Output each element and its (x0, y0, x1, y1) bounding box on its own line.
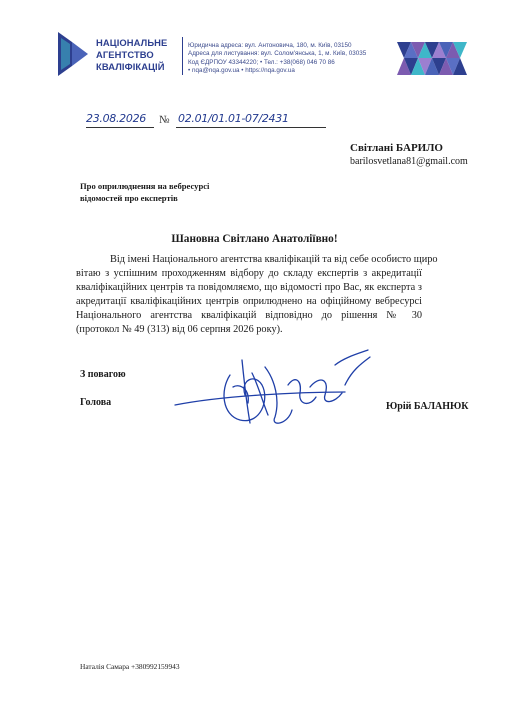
registration-number: 02.01/01.01-07/2431 (178, 112, 289, 125)
contact-details (188, 42, 366, 76)
registration-line (86, 108, 326, 132)
date-underline (86, 127, 154, 128)
body-line: Від імені Національного агентства кваліфікацій та від себе особисто щиро (110, 254, 438, 265)
letter-subject (80, 181, 209, 204)
org-name-line: НАЦІОНАЛЬНЕ (96, 37, 168, 48)
closing-phrase: З повагою (80, 369, 126, 380)
agency-logo-icon (58, 32, 92, 76)
body-line: акредитації кваліфікаційних центрів оприлюднено на офіційному вебресурсі (76, 296, 422, 307)
body-line: (протокол № 49 (313) від 06 серпня 2026 року). (76, 324, 283, 335)
mailing-address: Адреса для листування: вул. Солом'янська, 1, м. Київ, 03035 (188, 50, 367, 58)
subject-line: Про оприлюднення на вебресурсі (80, 181, 210, 191)
handwritten-signature (170, 345, 375, 430)
body-line: Національного агентства кваліфікацій відповідно до рішення № 30 (76, 310, 422, 321)
body-line: кваліфікаційних центрів та повідомляємо, що відомості про Вас, як експерта з (76, 282, 422, 293)
number-underline (176, 127, 326, 128)
registration-date: 23.08.2026 (86, 112, 146, 125)
org-name-line: АГЕНТСТВО (96, 49, 154, 60)
letter-body (76, 253, 438, 337)
number-sign: № (159, 114, 170, 126)
organization-name (96, 37, 167, 73)
registry-code-phone: Код ЄДРПОУ 43344220; • Тел.: +38(068) 046 70 86 (188, 58, 335, 66)
legal-address: Юридична адреса: вул. Антоновича, 180, м. Київ, 03150 (188, 42, 352, 49)
triangle-pattern-logo-icon (397, 42, 467, 75)
recipient-name: Світлані БАРИЛО (350, 142, 443, 154)
subject-line: відомостей про експертів (80, 192, 178, 203)
email-website: • nqa@nqa.gov.ua • https://nqa.gov.ua (188, 67, 295, 75)
signer-name: Юрій БАЛАНЮК (386, 401, 469, 412)
signer-position: Голова (80, 397, 112, 408)
salutation: Шановна Світлано Анатоліївно! (171, 233, 338, 245)
body-line: вітаю з успішним проходженням відбору до складу експертів з акредитації (76, 268, 422, 279)
header-divider (182, 37, 183, 75)
recipient-email: barilosvetlana81@gmail.com (350, 156, 468, 167)
org-name-line: КВАЛІФІКАЦІЙ (96, 61, 165, 72)
executor-contact: Наталія Самара +380992159943 (80, 662, 180, 671)
